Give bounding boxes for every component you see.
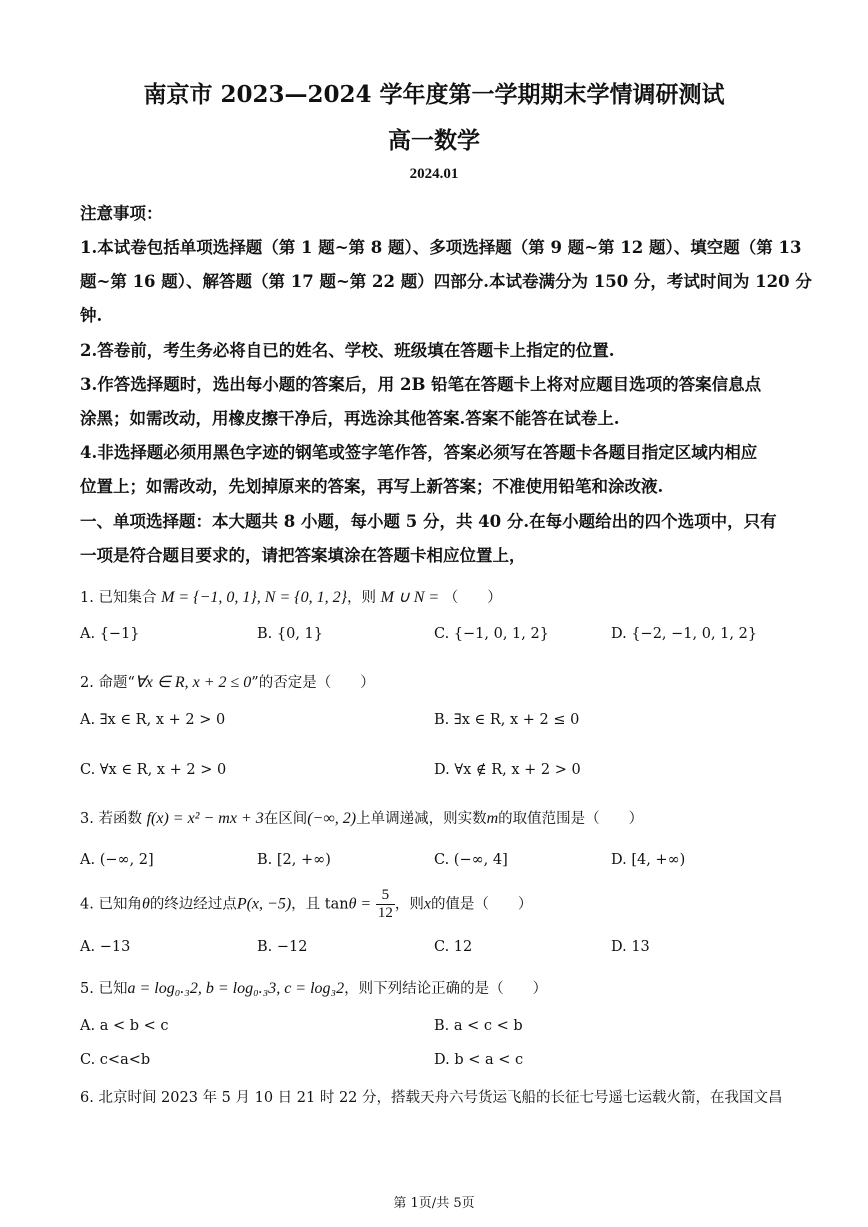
question-text: 3. 若函数 (80, 811, 142, 827)
option-b: B. a < c < b (434, 1018, 523, 1034)
question-math: x (423, 895, 431, 913)
option-a: A. a < b < c (80, 1018, 169, 1034)
question-text: 的值是（ ） (430, 896, 533, 913)
question-text: 5. 已知 (80, 981, 128, 997)
option-a: A. ∃x ∈ R, x + 2 > 0 (80, 712, 226, 728)
question-text: 的取值范围是（ ） (498, 811, 644, 827)
question-math: M = {−1, 0, 1}, N = {0, 1, 2} (161, 589, 348, 606)
option-b: B. [2, +∞) (257, 852, 331, 868)
question-2 (80, 671, 792, 692)
notes-line: 1.本试卷包括单项选择题（第 1 题~第 8 题）、多项选择题（第 9 题~第 12 题）、填空题（第 13 (80, 238, 802, 257)
question-math: θ (141, 895, 150, 913)
notes-line: 钟. (80, 306, 103, 325)
option-d: D. ∀x ∉ R, x + 2 > 0 (434, 762, 581, 778)
option-d: D. b < a < c (434, 1052, 524, 1068)
question-text: 4. 已知角 (80, 896, 142, 913)
option-c: C. {−1, 0, 1, 2} (434, 626, 549, 642)
question-text: ，则 (394, 896, 424, 913)
question-math: ∀x ∈ R, x + 2 ≤ 0 (134, 674, 252, 691)
question-1 (80, 586, 792, 607)
section-heading: 一项是符合题目要求的，请把答案填涂在答题卡相应位置上， (80, 546, 526, 565)
question-math: P(x, −5) (236, 895, 292, 913)
notes-line: 涂黑；如需改动，用橡皮擦干净后，再选涂其他答案.答案不能答在试卷上. (80, 409, 620, 428)
question-math: (−∞, 2) (307, 810, 357, 827)
option-c: C. 12 (434, 939, 473, 955)
page-footer: 第 1页/共 5页 (393, 1196, 475, 1211)
question-text: 2. 命题“ (80, 675, 135, 691)
question-3 (80, 807, 792, 828)
exam-title: 南京市 2023—2024 学年度第一学期期末学情调研测试 (143, 81, 725, 108)
question-text: ，则下列结论正确的是（ ） (344, 981, 548, 997)
option-a: A. −13 (80, 939, 131, 955)
question-math: f(x) = x² − mx + 3 (146, 810, 264, 827)
question-text: 1. 已知集合 (80, 590, 157, 606)
notes-heading: 注意事项： (80, 204, 163, 223)
fraction (376, 887, 395, 922)
question-math: a = log₀.₃2, b = log₀.₃3, c = log₃2 (127, 980, 345, 997)
option-b: B. −12 (257, 939, 308, 955)
option-d: D. [4, +∞) (611, 852, 686, 868)
question-4 (80, 887, 792, 922)
notes-line: 3.作答选择题时，选出每小题的答案后，用 2B 铅笔在答题卡上将对应题目选项的答案信息点 (80, 375, 762, 394)
section-heading: 一、单项选择题：本大题共 8 小题，每小题 5 分，共 40 分.在每小题给出的四个选项中，只有 (80, 512, 777, 531)
question-text: ，且 tan (291, 896, 349, 913)
fraction-numerator: 5 (376, 887, 395, 905)
exam-subject: 高一数学 (388, 127, 480, 154)
question-math: m (486, 810, 499, 827)
option-a: A. {−1} (80, 626, 140, 642)
question-text: 上单调递减，则实数 (356, 811, 487, 827)
option-d: D. 13 (611, 939, 650, 955)
question-text: （ ） (443, 590, 502, 606)
option-b: B. ∃x ∈ R, x + 2 ≤ 0 (434, 712, 580, 728)
exam-date: 2024.01 (409, 166, 459, 182)
question-6: 6. 北京时间 2023 年 5 月 10 日 21 时 22 分，搭载天舟六号货运飞船的长征七号遥七运载火箭，在我国文昌 (80, 1090, 783, 1106)
notes-line: 4.非选择题必须用黑色字迹的钢笔或签字笔作答，答案必须写在答题卡各题目指定区域内相应 (80, 443, 758, 462)
question-5 (80, 977, 792, 998)
notes-line: 题~第 16 题）、解答题（第 17 题~第 22 题）四部分.本试卷满分为 150 分，考试时间为 120 分 (80, 272, 812, 291)
question-text: ，则 (347, 590, 377, 606)
question-text: ”的否定是（ ） (251, 675, 375, 691)
option-c: C. (−∞, 4] (434, 852, 508, 868)
question-text: 在区间 (263, 811, 308, 827)
fraction-denominator: 12 (377, 905, 393, 921)
option-c: C. c<a<b (80, 1052, 151, 1068)
option-c: C. ∀x ∈ R, x + 2 > 0 (80, 762, 227, 778)
question-math: θ = (348, 895, 372, 913)
notes-line: 2.答卷前，考生务必将自已的姓名、学校、班级填在答题卡上指定的位置. (80, 341, 615, 360)
option-d: D. {−2, −1, 0, 1, 2} (611, 626, 758, 642)
question-math: M ∪ N = (380, 589, 440, 606)
question-text: 的终边经过点 (149, 896, 237, 913)
option-a: A. (−∞, 2] (80, 852, 154, 868)
notes-line: 位置上；如需改动，先划掉原来的答案，再写上新答案；不准使用铅笔和涂改液. (80, 477, 664, 496)
option-b: B. {0, 1} (257, 626, 323, 642)
